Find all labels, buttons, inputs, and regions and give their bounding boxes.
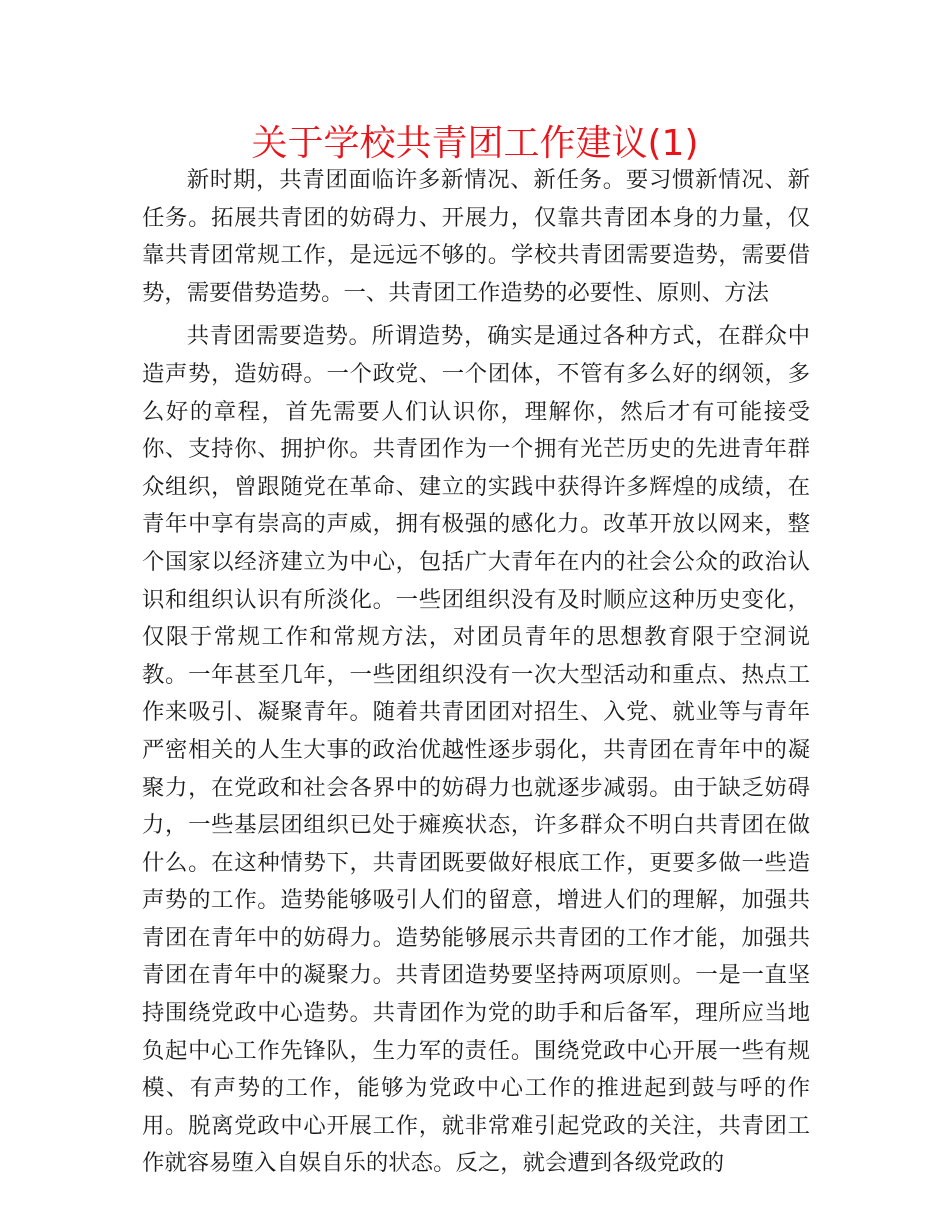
document-title: 关于学校共青团工作建议(1) (251, 123, 699, 164)
document-body (142, 162, 810, 1183)
paragraph-2: 共青团需要造势。所谓造势，确实是通过各种方式，在群众中造声势，造妨碍。一个政党、一个团体，不管有多么好的纲领，多么好的章程，首先需要人们认识你，理解你，然后才有可能接受你、支持你、拥护你。共青团作为一个拥有光芒历史的先进青年群众组织，曾跟随党在革命、建立的实践中获得许多辉煌的成绩，在青年中享有崇高的声威，拥有极强的感化力。改革开放以网来，整个国家以经济建立为中心，包括广大青年在内的社会公众的政治认识和组织认识有所淡化。一些团组织没有及时顺应这种历史变化，仅限于常规工作和常规方法，对团员青年的思想教育限于空洞说教。一年甚至几年，一些团组织没有一次大型活动和重点、热点工作来吸引、凝聚青年。随着共青团团对招生、入党、就业等与青年严密相关的人生大事的政治优越性逐步弱化，共青团在青年中的凝聚力，在党政和社会各界中的妨碍力也就逐步减弱。由于缺乏妨碍力，一些基层团组织已处于瘫痪状态，许多群众不明白共青团在做什么。在这种情势下，共青团既要做好根底工作，更要多做一些造声势的工作。造势能够吸引人们的留意，增进人们的理解，加强共青团在青年中的妨碍力。造势能够展示共青团的工作才能，加强共青团在青年中的凝聚力。共青团造势要坚持两项原则。一是一直坚持围绕党政中心造势。共青团作为党的助手和后备军，理所应当地负起中心工作先锋队，生力军的责任。围绕党政中心开展一些有规模、有声势的工作，能够为党政中心工作的推进起到鼓与呼的作用。脱离党政中心开展工作，就非常难引起党政的关注，共青团工作就容易堕入自娱自乐的状态。反之，就会遭到各级党政的 (142, 323, 810, 1177)
paragraph-1: 新时期，共青团面临许多新情况、新任务。要习惯新情况、新任务。拓展共青团的妨碍力、开展力，仅靠共青团本身的力量，仅靠共青团常规工作，是远远不够的。学校共青团需要造势，需要借势，需要借势造势。一、共青团工作造势的必要性、原则、方法 (142, 167, 810, 306)
